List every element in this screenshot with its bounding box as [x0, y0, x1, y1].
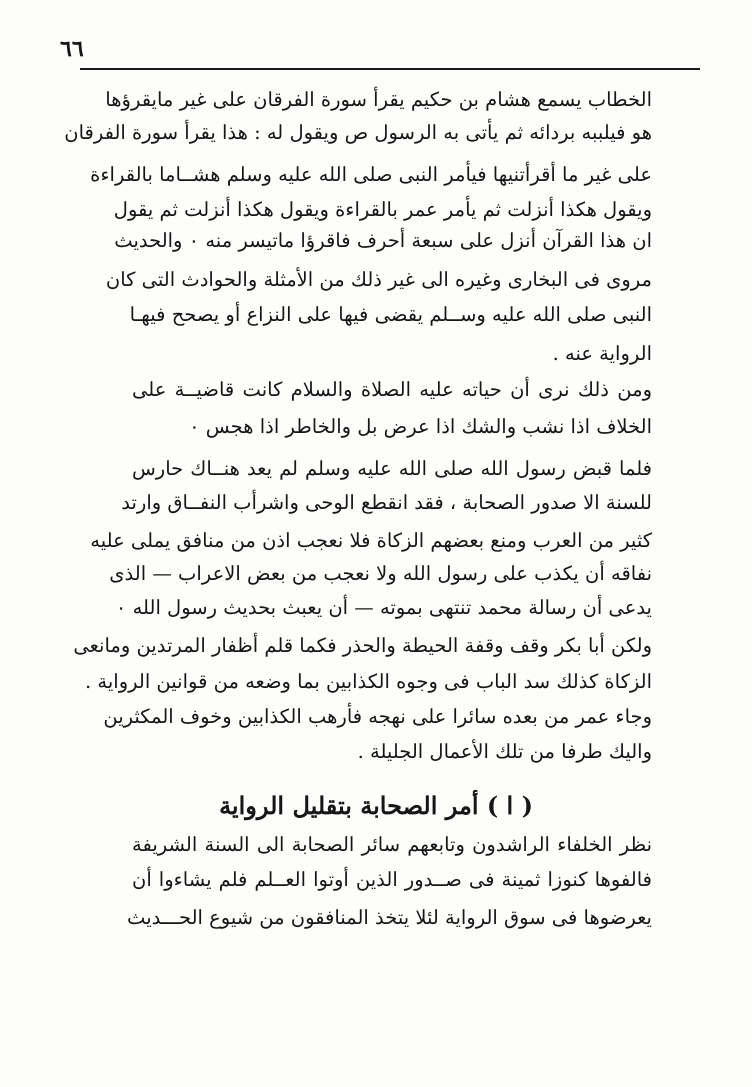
page-number: ٦٦	[60, 36, 84, 62]
text-line: الزكاة كذلك سد الباب فى وجوه الكذابين بما وضعه من قوانين الرواية .	[85, 670, 652, 693]
text-line: فلما قبض رسول الله صلى الله عليه وسلم لم يعد هنــاك حارس	[132, 457, 652, 480]
text-line: واليك طرفا من تلك الأعمال الجليلة .	[357, 740, 652, 763]
text-line: ان هذا القرآن أنزل على سبعة أحرف فاقرؤا ماتيسر منه ٠ والحديث	[114, 229, 652, 252]
text-line: الخطاب يسمع هشام بن حكيم يقرأ سورة الفرقان على غير مايقرؤها	[105, 88, 652, 111]
text-line: ويقول هكذا أنزلت ثم يأمر عمر بالقراءة ويقول هكذا أنزلت ثم يقول	[113, 198, 652, 221]
text-line: يعرضوها فى سوق الرواية لئلا يتخذ المنافقون من شيوع الحـــديث	[127, 906, 652, 929]
text-line: وجاء عمر من بعده سائرا على نهجه فأرهب الكذابين وخوف المكثرين	[103, 705, 652, 728]
text-line: فالفوها كنوزا ثمينة فى صــدور الذين أوتوا العــلم فلم يشاءوا أن	[132, 868, 652, 891]
text-line: الرواية عنه .	[552, 342, 652, 365]
text-line: ولكن أبا بكر وقف وقفة الحيطة والحذر فكما قلم أظفار المرتدين ومانعى	[73, 634, 652, 657]
text-line: ومن ذلك نرى أن حياته عليه الصلاة والسلام كانت قاضيــة على	[132, 378, 652, 401]
text-line: نفاقه أن يكذب على رسول الله ولا نعجب من بعض الاعراب — الذى	[109, 562, 652, 585]
text-line: كثير من العرب ومنع بعضهم الزكاة فلا نعجب اذن من منافق يملى عليه	[90, 529, 652, 552]
text-line: للسنة الا صدور الصحابة ، فقد انقطع الوحى واشرأب النفــاق وارتد	[121, 491, 652, 514]
text-line: هو فيلببه بردائه ثم يأتى به الرسول ص ويقول له : هذا يقرأ سورة الفرقان	[64, 121, 652, 144]
header-rule	[80, 68, 700, 70]
text-line: مروى فى البخارى وغيره الى غير ذلك من الأمثلة والحوادث التى كان	[105, 268, 652, 291]
text-line: نظر الخلفاء الراشدون وتابعهم سائر الصحابة الى السنة الشريفة	[132, 833, 652, 856]
text-line: النبى صلى الله عليه وســلم يقضى فيها على النزاع أو يصحح فيهـا	[129, 303, 652, 326]
text-line: على غير ما أقرأتنيها فيأمر النبى صلى الله عليه وسلم هشــاما بالقراءة	[90, 163, 652, 186]
text-line: الخلاف اذا نشب والشك اذا عرض بل والخاطر اذا هجس ٠	[189, 415, 652, 438]
text-line: يدعى أن رسالة محمد تنتهى بموته — أن يعبث بحديث رسول الله ٠	[115, 596, 652, 619]
section-heading: ( ا ) أمر الصحابة بتقليل الرواية	[219, 791, 533, 820]
